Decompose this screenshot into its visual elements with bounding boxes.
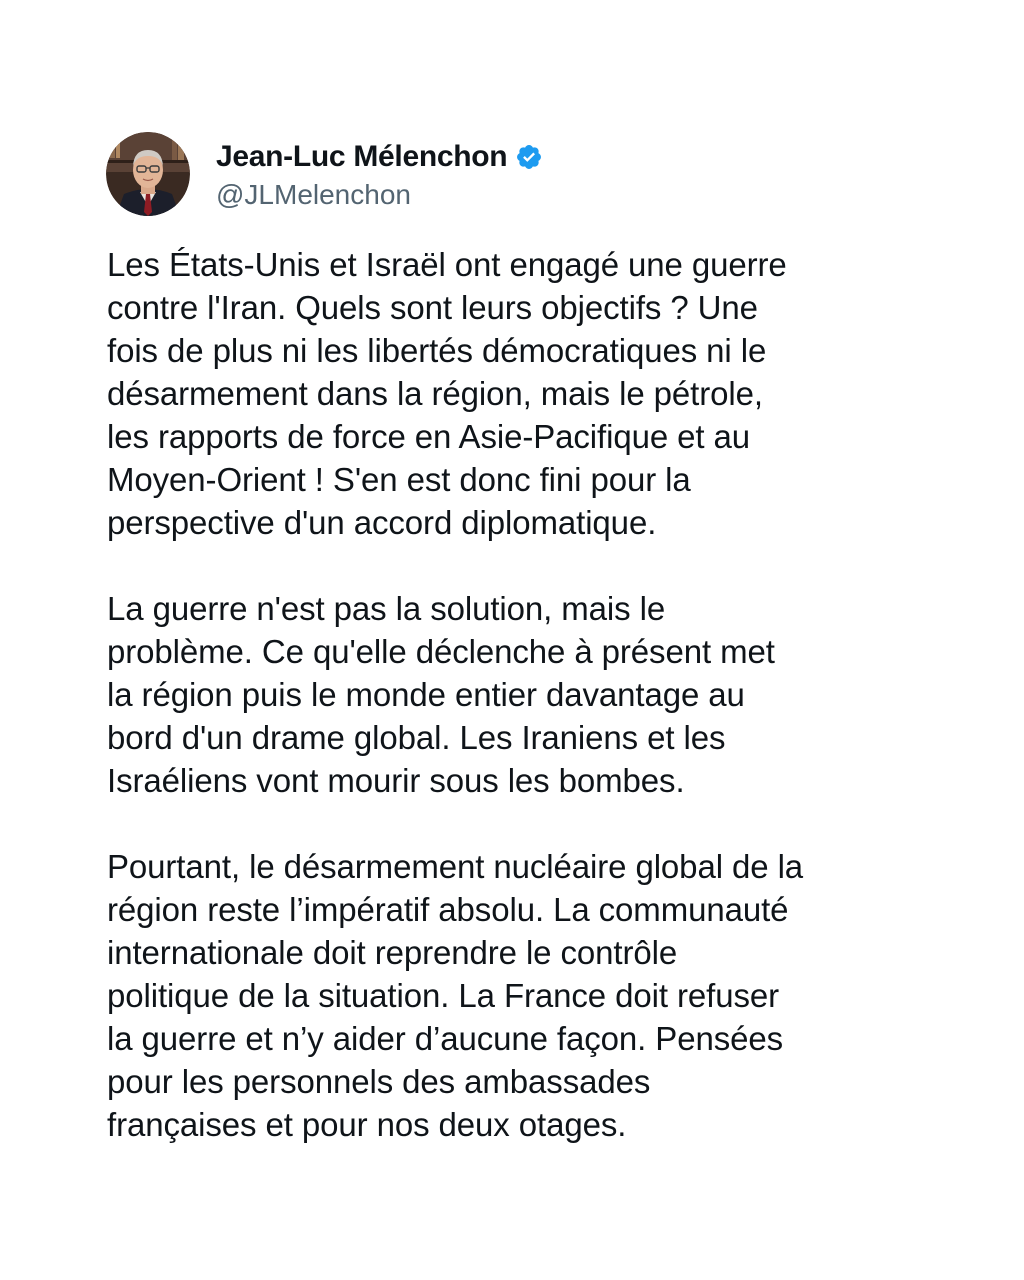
author-identity: [216, 137, 543, 211]
tweet-header: [106, 132, 543, 216]
avatar-portrait: [106, 132, 190, 216]
tweet-text: [107, 243, 927, 1189]
avatar[interactable]: [106, 132, 190, 216]
tweet-paragraph: La guerre n'est pas la solution, mais le problème. Ce qu'elle déclenche à présent met la région puis le monde entier davantage au bord d'un drame global. Les Iraniens et les Israéliens vont mourir sous les bombes.: [107, 590, 775, 799]
author-handle[interactable]: @JLMelenchon: [216, 179, 411, 210]
author-display-name[interactable]: Jean-Luc Mélenchon: [216, 140, 508, 173]
tweet-paragraph: Les États-Unis et Israël ont engagé une guerre contre l'Iran. Quels sont leurs objectifs ? Une fois de plus ni les libertés démocratiques ni le désarmement dans la région, mais le pétrole, les rapports de force en Asie-Pacifique et au Moyen-Orient ! S'en est donc fini pour la perspective d'un accord diplomatique.: [107, 246, 787, 541]
author-name-row: [216, 137, 543, 177]
verified-badge-icon: [515, 143, 543, 171]
tweet-paragraph: Pourtant, le désarmement nucléaire global de la région reste l’impératif absolu. La communauté internationale doit reprendre le contrôle politique de la situation. La France doit refuser la guerre et n’y aider d’aucune façon. Pensées pour les personnels des ambassades françaises et pour nos deux otages.: [107, 848, 804, 1143]
